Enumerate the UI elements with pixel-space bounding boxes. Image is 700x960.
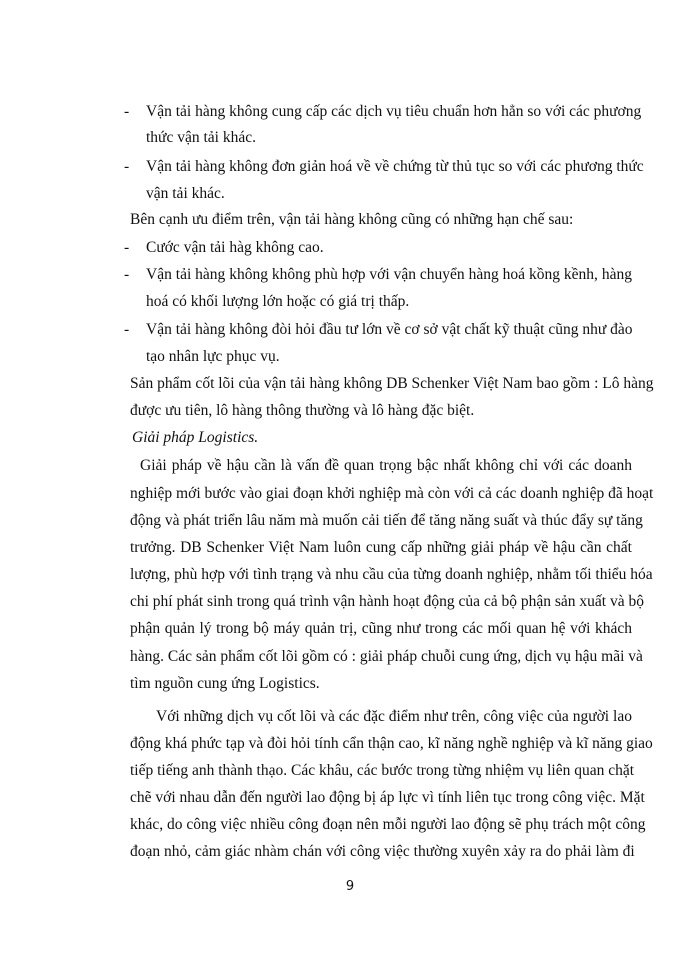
- logistics-paragraph-line: chi phí phát sinh trong quá trình vận hành hoạt động của cả bộ phận sản xuất và bộ: [130, 593, 644, 610]
- bullet-dash: -: [124, 321, 130, 338]
- bullet-advantage-1-line-1: Vận tải hàng không cung cấp các dịch vụ tiêu chuẩn hơn hẳn so với các phương: [146, 103, 642, 120]
- page-number: 9: [345, 879, 355, 894]
- bullet-limitation-3-line-1: Vận tải hàng không đòi hỏi đầu tư lớn về cơ sở vật chất kỹ thuật cũng như đào: [146, 321, 633, 338]
- limitations-intro: Bên cạnh ưu điểm trên, vận tải hàng không cũng có những hạn chế sau:: [130, 211, 574, 228]
- logistics-paragraph-line: lượng, phù hợp với tình trạng và nhu cầu của từng doanh nghiệp, nhằm tối thiểu hóa: [130, 566, 653, 583]
- section-heading: Giải pháp Logistics.: [132, 429, 259, 446]
- bullet-dash: -: [124, 103, 130, 120]
- bullet-limitation-2-line-2: hoá có khối lượng lớn hoặc có giá trị thấp.: [146, 293, 410, 310]
- bullet-limitation-2-line-1: Vận tải hàng không không phù hợp với vận chuyển hàng hoá kồng kềnh, hàng: [146, 266, 632, 283]
- logistics-paragraph-line: động và phát triển lâu năm mà muốn cải tiến để tăng năng suất và thúc đẩy sự tăng: [130, 512, 643, 529]
- bullet-advantage-1-line-2: thức vận tải khác.: [146, 129, 256, 146]
- logistics-paragraph-line: tìm nguồn cung ứng Logistics.: [130, 675, 320, 692]
- logistics-paragraph-line: nghiệp mới bước vào giai đoạn khởi nghiệp mà còn với cả các doanh nghiệp đã hoạt: [130, 485, 654, 502]
- bullet-limitation-3-line-2: tạo nhân lực phục vụ.: [146, 348, 280, 365]
- work-paragraph-line: Với những dịch vụ cốt lõi và các đặc điểm như trên, công việc của người lao: [156, 708, 632, 725]
- work-paragraph-line: khác, do công việc nhiều công đoạn nên mỗi người lao động sẽ phụ trách một công: [130, 816, 646, 833]
- logistics-paragraph-line: hàng. Các sản phẩm cốt lõi gồm có : giải pháp chuỗi cung ứng, dịch vụ hậu mãi và: [130, 648, 643, 665]
- work-paragraph-line: chẽ với nhau dẫn đến người lao động bị áp lực vì tính liên tục trong công việc. Mặt: [130, 789, 645, 806]
- bullet-dash: -: [124, 158, 130, 175]
- logistics-paragraph-line: trưởng. DB Schenker Việt Nam luôn cung cấp những giải pháp về hậu cần chất: [130, 539, 632, 556]
- work-paragraph-line: đoạn nhỏ, cảm giác nhàm chán với công việc thường xuyên xảy ra do phải làm đi: [130, 843, 635, 860]
- work-paragraph-line: động khá phức tạp và đòi hỏi tính cẩn thận cao, kĩ năng nghề nghiệp và kĩ năng giao: [130, 735, 653, 752]
- logistics-paragraph-line: Giải pháp về hậu cần là vấn đề quan trọng bậc nhất không chỉ với các doanh: [140, 457, 632, 474]
- bullet-advantage-2-line-2: vận tải khác.: [146, 185, 225, 202]
- bullet-advantage-2-line-1: Vận tải hàng không đơn giản hoá về về chứng từ thủ tục so với các phương thức: [146, 158, 644, 175]
- core-products-line-1: Sản phẩm cốt lõi của vận tải hàng không DB Schenker Việt Nam bao gồm : Lô hàng: [130, 375, 654, 392]
- work-paragraph-line: tiếp tiếng anh thành thạo. Các khâu, các bước trong từng nhiệm vụ liên quan chặt: [130, 762, 635, 779]
- bullet-dash: -: [124, 239, 130, 256]
- core-products-line-2: được ưu tiên, lô hàng thông thường và lô hàng đặc biệt.: [130, 402, 475, 419]
- bullet-dash: -: [124, 266, 130, 283]
- bullet-limitation-1: Cước vận tải hàg không cao.: [146, 239, 324, 256]
- logistics-paragraph-line: phận quản lý trong bộ máy quản trị, cũng như trong các mối quan hệ với khách: [130, 620, 632, 637]
